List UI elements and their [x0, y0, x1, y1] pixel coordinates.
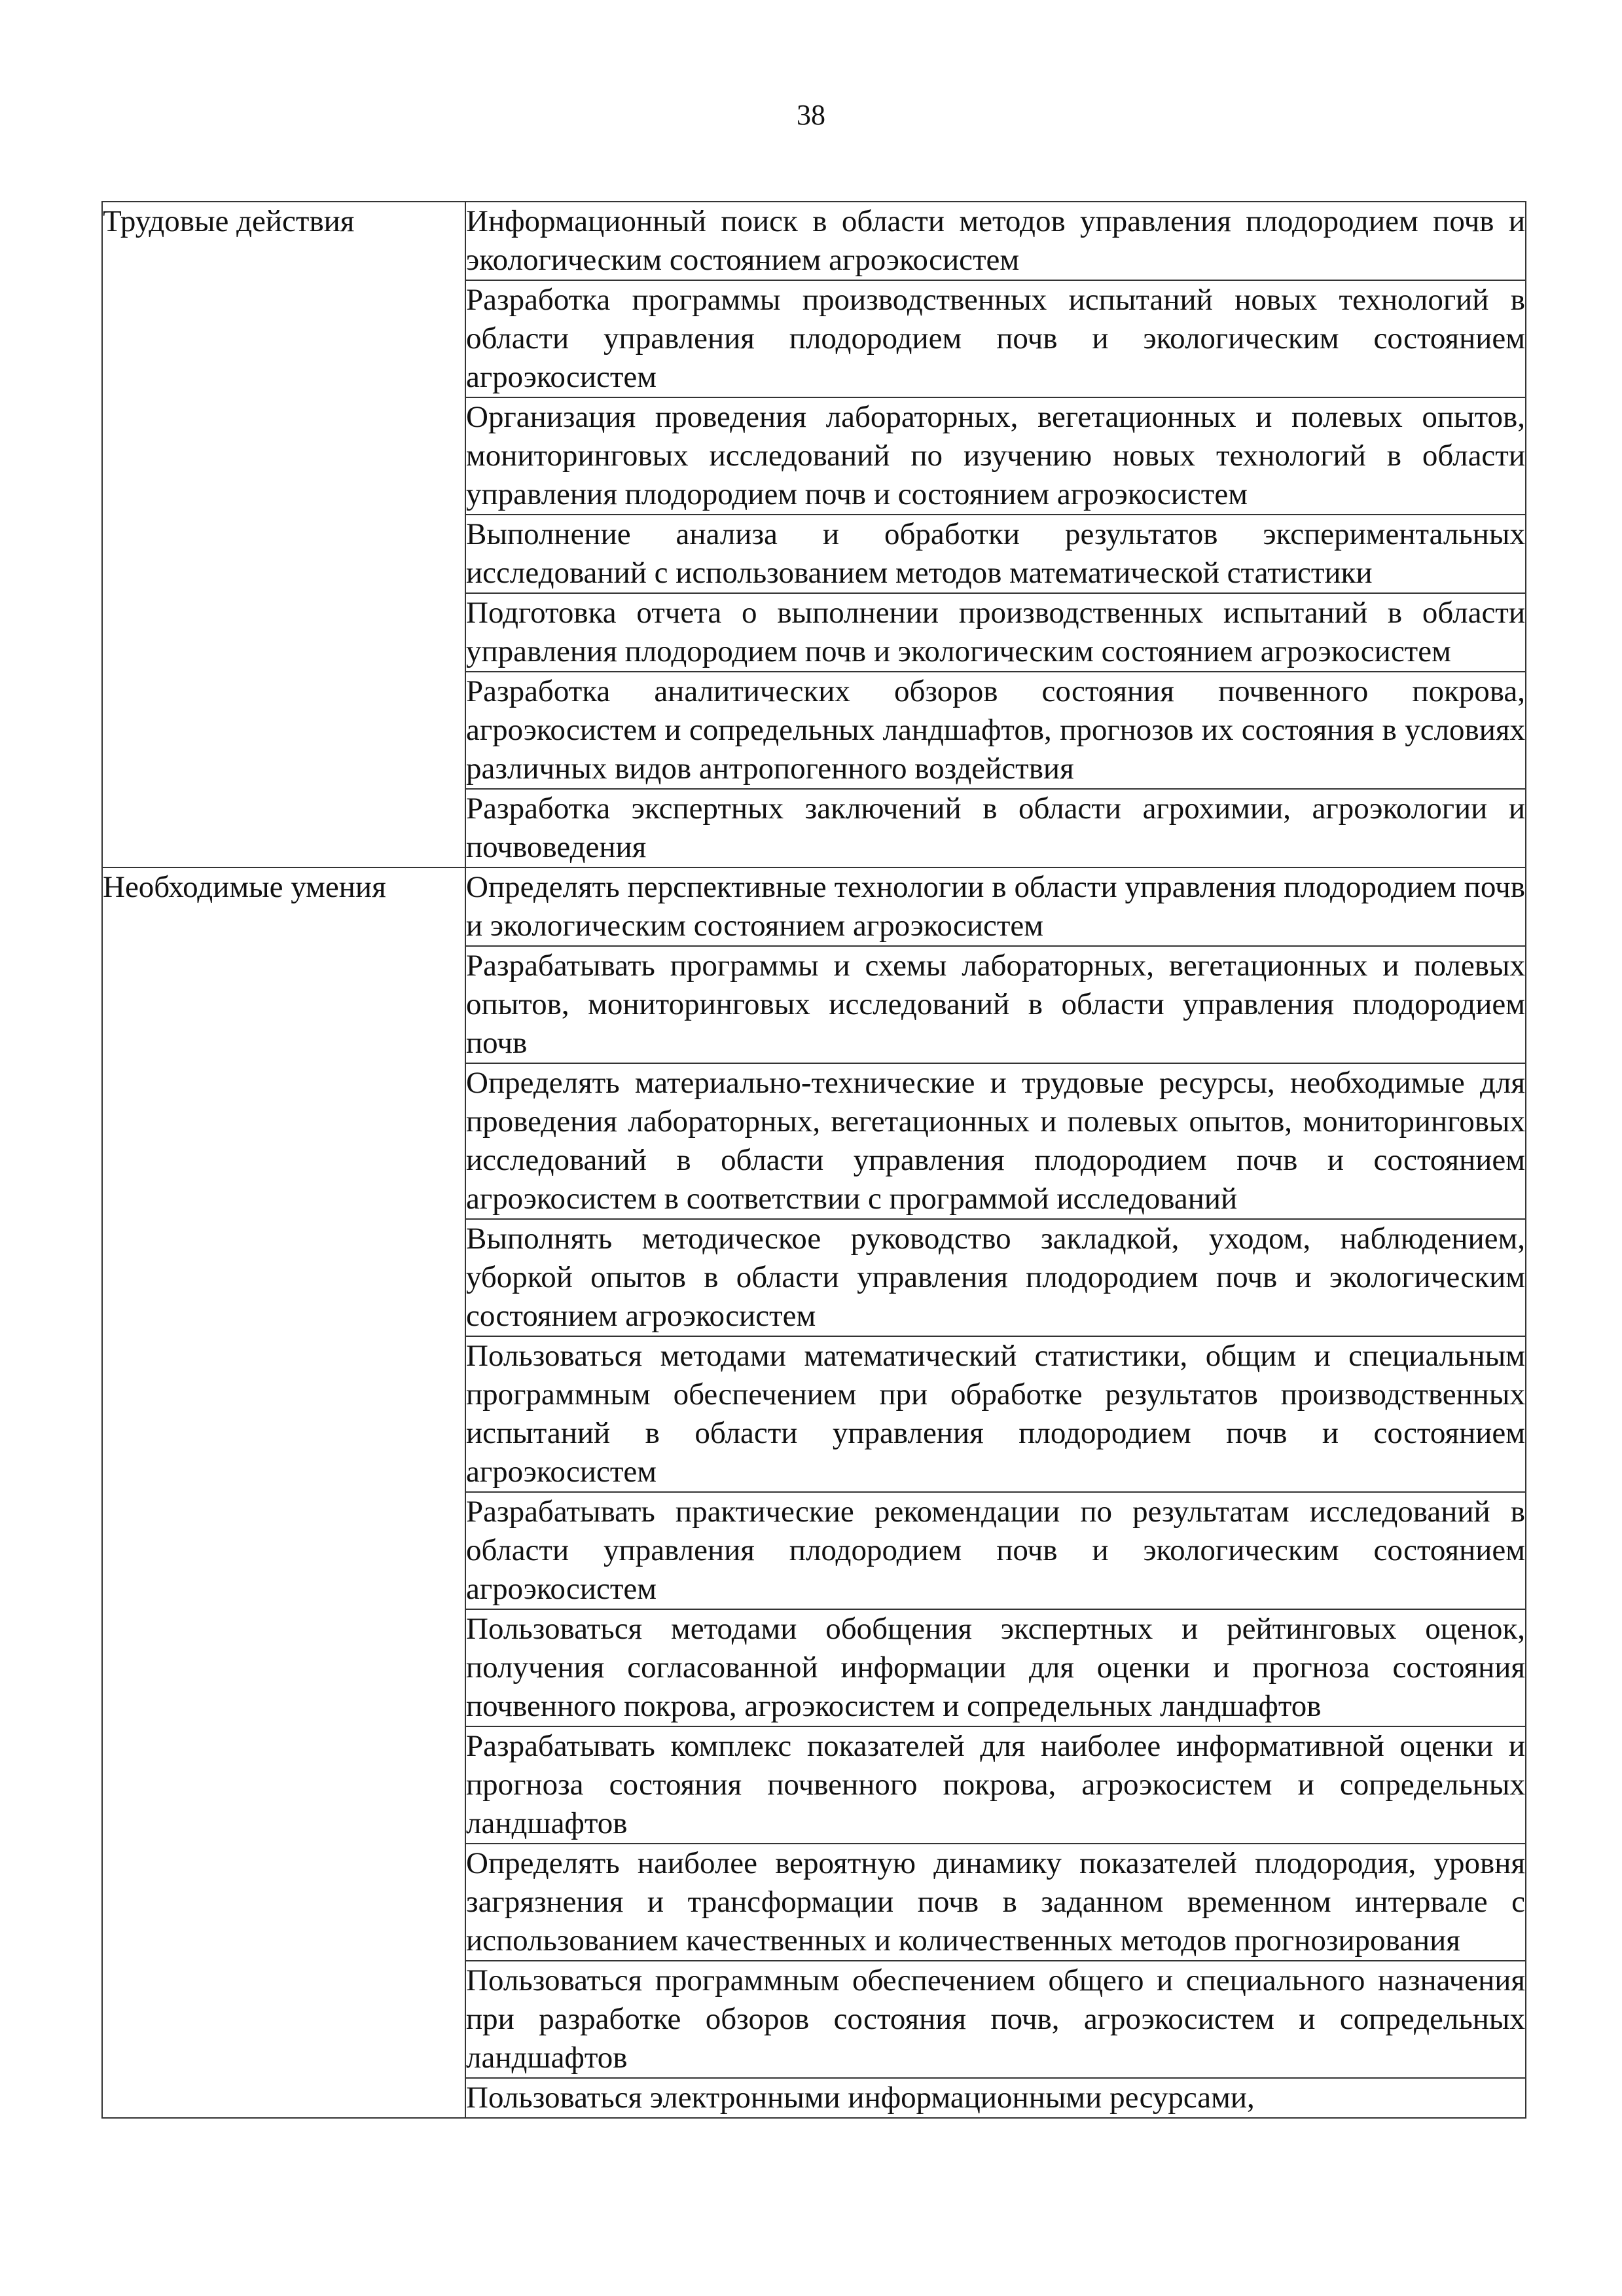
table-row: [102, 202, 1526, 280]
table-row: [102, 867, 1526, 946]
list-item: Пользоваться методами обобщения экспертных и рейтинговых оценок, получения согласованной информации для оценки и прогноза состояния почвенного покрова, агроэкосистем и сопредельных ландшафтов: [465, 1609, 1526, 1726]
page-number: 38: [797, 99, 825, 131]
list-item: Информационный поиск в области методов управления плодородием почв и экологическим состоянием агроэкосистем: [465, 202, 1526, 280]
list-item: Пользоваться методами математический статистики, общим и специальным программным обеспечением при обработке результатов производственных испытаний в области управления плодородием почв и состоянием агроэкосистем: [465, 1336, 1526, 1492]
list-item: Выполнение анализа и обработки результатов экспериментальных исследований с использованием методов математической статистики: [465, 515, 1526, 593]
list-item: Разрабатывать практические рекомендации по результатам исследований в области управления плодородием почв и экологическим состоянием агроэкосистем: [465, 1492, 1526, 1609]
list-item: Определять перспективные технологии в области управления плодородием почв и экологическим состоянием агроэкосистем: [465, 867, 1526, 946]
list-item: Разработка программы производственных испытаний новых технологий в области управления плодородием почв и экологическим состоянием агроэкосистем: [465, 280, 1526, 397]
list-item: Пользоваться программным обеспечением общего и специального назначения при разработке обзоров состояния почв, агроэкосистем и сопредельных ландшафтов: [465, 1961, 1526, 2078]
section-label-labor-actions: Трудовые действия: [102, 202, 465, 867]
competency-table: [101, 201, 1526, 2119]
list-item: Подготовка отчета о выполнении производственных испытаний в области управления плодородием почв и экологическим состоянием агроэкосистем: [465, 593, 1526, 672]
list-item: Разработка аналитических обзоров состояния почвенного покрова, агроэкосистем и сопредельных ландшафтов, прогнозов их состояния в условиях различных видов антропогенного воздействия: [465, 672, 1526, 789]
list-item: Определять наиболее вероятную динамику показателей плодородия, уровня загрязнения и трансформации почв в заданном временном интервале с использованием качественных и количественных методов прогнозирования: [465, 1844, 1526, 1961]
list-item: Разрабатывать комплекс показателей для наиболее информативной оценки и прогноза состояния почвенного покрова, агроэкосистем и сопредельных ландшафтов: [465, 1726, 1526, 1844]
list-item: Разработка экспертных заключений в области агрохимии, агроэкологии и почвоведения: [465, 789, 1526, 867]
list-item: Выполнять методическое руководство закладкой, уходом, наблюдением, уборкой опытов в области управления плодородием почв и экологическим состоянием агроэкосистем: [465, 1219, 1526, 1336]
section-label-required-skills: Необходимые умения: [102, 867, 465, 2118]
list-item: Пользоваться электронными информационными ресурсами,: [465, 2078, 1526, 2118]
list-item: Разрабатывать программы и схемы лабораторных, вегетационных и полевых опытов, мониторинговых исследований в области управления плодородием почв: [465, 946, 1526, 1063]
list-item: Определять материально-технические и трудовые ресурсы, необходимые для проведения лабораторных, вегетационных и полевых опытов, мониторинговых исследований в области управления плодородием почв и состоянием агроэкосистем в соответствии с программой исследований: [465, 1063, 1526, 1219]
list-item: Организация проведения лабораторных, вегетационных и полевых опытов, мониторинговых исследований по изучению новых технологий в области управления плодородием почв и состоянием агроэкосистем: [465, 397, 1526, 515]
